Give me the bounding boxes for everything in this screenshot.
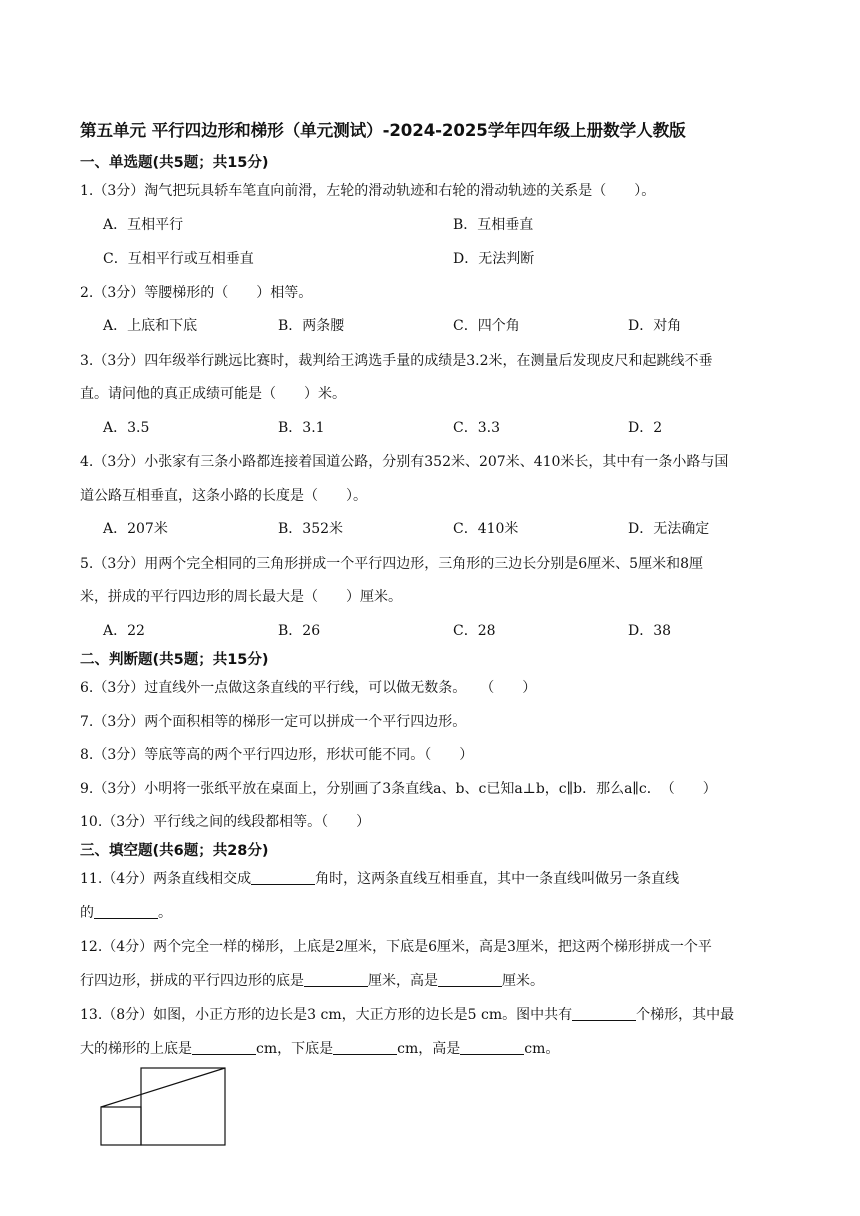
question-1-option-d: D．无法判断 <box>453 251 535 267</box>
answer-blank[interactable] <box>251 870 315 885</box>
section-heading-single-choice: 一、单选题(共5题；共15分) <box>80 155 269 171</box>
small-square <box>101 1107 141 1145</box>
answer-blank[interactable] <box>572 1006 636 1021</box>
question-12-text-c: 厘米。 <box>502 973 544 989</box>
question-3-option-b: B．3.1 <box>278 420 325 436</box>
question-2-option-c: C．四个角 <box>453 318 520 334</box>
question-5-option-d: D．38 <box>628 623 672 639</box>
question-5-stem-line1: 5.（3分）用两个完全相同的三角形拼成一个平行四边形，三角形的三边长分别是6厘米、5厘米和8厘 <box>80 556 703 572</box>
question-4-option-c: C．410米 <box>453 521 519 537</box>
page-title: 第五单元 平行四边形和梯形（单元测试）-2024-2025学年四年级上册数学人教版 <box>80 121 686 140</box>
answer-blank[interactable] <box>438 972 502 987</box>
question-3-stem-line1: 3.（3分）四年级举行跳远比赛时，裁判给王鸿选手量的成绩是3.2米，在测量后发现皮尺和起跳线不垂 <box>80 353 713 369</box>
answer-blank[interactable] <box>304 972 368 987</box>
question-13-text-f: cm。 <box>524 1041 560 1057</box>
question-13-text-e: cm，高是 <box>397 1041 461 1057</box>
question-1-option-b: B．互相垂直 <box>453 217 534 233</box>
question-5-option-c: C．28 <box>453 623 496 639</box>
question-7-stem: 7.（3分）两个面积相等的梯形一定可以拼成一个平行四边形。 <box>80 714 467 730</box>
question-11-line2 <box>80 902 172 922</box>
question-1-stem: 1.（3分）淘气把玩具轿车笔直向前滑，左轮的滑动轨迹和右轮的滑动轨迹的关系是（ ）。 <box>80 183 656 199</box>
question-4-stem-line2: 道公路互相垂直，这条小路的长度是（ ）。 <box>80 488 367 504</box>
question-4-option-b: B．352米 <box>278 521 344 537</box>
question-9-stem: 9.（3分）小明将一张纸平放在桌面上，分别画了3条直线a、b、c已知a⊥b，c∥b．那么a∥c． （ ） <box>80 781 717 797</box>
question-11-line1 <box>80 868 679 888</box>
question-5-option-b: B．26 <box>278 623 321 639</box>
question-13-text-c: 大的梯形的上底是 <box>80 1041 192 1057</box>
question-2-option-a: A．上底和下底 <box>103 318 198 334</box>
section-heading-fill-in: 三、填空题(共6题；共28分) <box>80 843 269 859</box>
question-3-stem-line2: 直。请问他的真正成绩可能是（ ）米。 <box>80 386 346 402</box>
question-3-option-c: C．3.3 <box>453 420 500 436</box>
question-11-text-c: 的 <box>80 905 94 921</box>
question-2-option-d: D．对角 <box>628 318 682 334</box>
question-3-option-d: D．2 <box>628 420 663 436</box>
section-heading-true-false: 二、判断题(共5题；共15分) <box>80 652 269 668</box>
question-1-option-c: C．互相平行或互相垂直 <box>103 251 254 267</box>
question-6-stem: 6.（3分）过直线外一点做这条直线的平行线，可以做无数条。 （ ） <box>80 680 537 696</box>
question-13-text-b: 个梯形，其中最 <box>636 1007 735 1023</box>
diagonal-line <box>101 1068 225 1107</box>
question-10-stem: 10.（3分）平行线之间的线段都相等。（ ） <box>80 814 371 830</box>
question-5-option-a: A．22 <box>103 623 145 639</box>
question-3-option-a: A．3.5 <box>103 420 150 436</box>
question-13-squares-figure <box>100 1067 228 1147</box>
answer-blank[interactable] <box>192 1040 256 1055</box>
large-square <box>141 1068 225 1145</box>
question-11-text-b: 角时，这两条直线互相垂直，其中一条直线叫做另一条直线 <box>315 871 680 887</box>
answer-blank[interactable] <box>94 904 158 919</box>
question-12-text-b: 厘米，高是 <box>368 973 438 989</box>
question-13-line1 <box>80 1004 734 1024</box>
question-2-option-b: B．两条腰 <box>278 318 345 334</box>
question-12-line1: 12.（4分）两个完全一样的梯形，上底是2厘米，下底是6厘米，高是3厘米，把这两个梯形拼成一个平 <box>80 939 712 955</box>
question-12-line2 <box>80 970 544 990</box>
question-2-stem: 2.（3分）等腰梯形的（ ）相等。 <box>80 285 313 301</box>
question-13-text-a: 13.（8分）如图，小正方形的边长是3 cm，大正方形的边长是5 cm。图中共有 <box>80 1007 573 1023</box>
question-12-text-a: 行四边形，拼成的平行四边形的底是 <box>80 973 304 989</box>
question-8-stem: 8.（3分）等底等高的两个平行四边形，形状可能不同。（ ） <box>80 747 474 763</box>
question-11-text-a: 11.（4分）两条直线相交成 <box>80 871 252 887</box>
question-4-option-d: D．无法确定 <box>628 521 710 537</box>
question-13-text-d: cm，下底是 <box>256 1041 334 1057</box>
answer-blank[interactable] <box>460 1040 524 1055</box>
question-4-option-a: A．207米 <box>103 521 168 537</box>
question-13-line2 <box>80 1038 559 1058</box>
question-4-stem-line1: 4.（3分）小张家有三条小路都连接着国道公路，分别有352米、207米、410米长，其中有一条小路与国 <box>80 454 729 470</box>
question-11-text-d: 。 <box>158 905 172 921</box>
answer-blank[interactable] <box>333 1040 397 1055</box>
question-5-stem-line2: 米，拼成的平行四边形的周长最大是（ ）厘米。 <box>80 589 402 605</box>
question-1-option-a: A．互相平行 <box>103 217 184 233</box>
